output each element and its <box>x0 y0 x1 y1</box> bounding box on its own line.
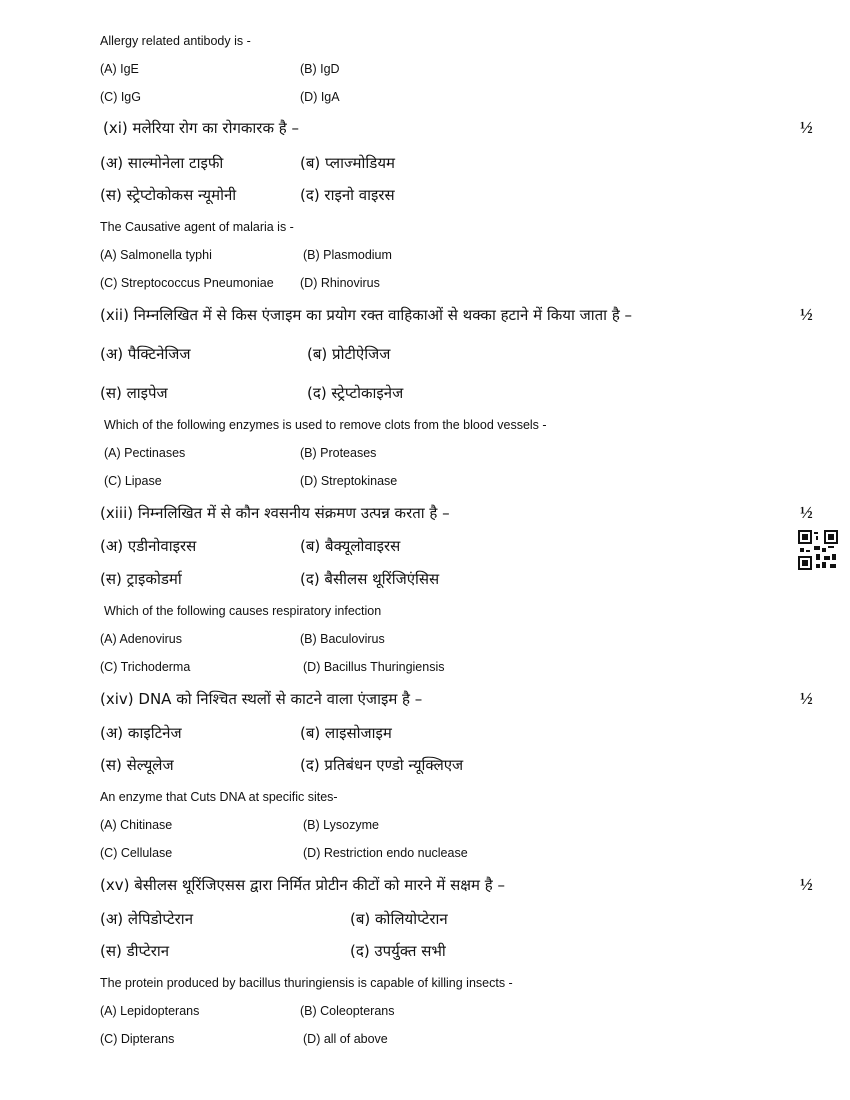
qr-code-icon <box>798 530 838 570</box>
q10-option-b: (B) IgD <box>300 62 340 76</box>
q15-hindi-option-c: (स) डीप्टेरान <box>100 942 170 960</box>
q13-option-b: (B) Baculovirus <box>300 632 385 646</box>
q14-english-question: An enzyme that Cuts DNA at specific sites- <box>100 790 338 804</box>
q14-option-a: (A) Chitinase <box>100 818 173 832</box>
q14-hindi-option-b: (ब) लाइसोजाइम <box>300 724 392 742</box>
q15-option-d: (D) all of above <box>303 1032 388 1046</box>
q15-option-b: (B) Coleopterans <box>300 1004 395 1018</box>
q11-option-a: (A) Salmonella typhi <box>100 248 212 262</box>
q13-hindi-option-b: (ब) बैक्यूलोवाइरस <box>300 537 401 555</box>
q12-option-d: (D) Streptokinase <box>300 474 398 488</box>
q15-hindi-option-b: (ब) कोलियोप्टेरान <box>350 910 448 928</box>
q13-hindi-option-c: (स) ट्राइकोडर्मा <box>100 570 182 588</box>
q13-hindi-option-d: (द) बैसीलस थूरिंजिएंसिस <box>300 570 440 588</box>
q14-hindi-option-d: (द) प्रतिबंधन एण्डो न्यूक्लिएज <box>300 756 464 774</box>
q11-option-d: (D) Rhinovirus <box>300 276 380 290</box>
q12-hindi-option-d: (द) स्ट्रेप्टोकाइनेज <box>307 384 404 402</box>
q13-option-d: (D) Bacillus Thuringiensis <box>303 660 445 674</box>
q14-option-c: (C) Cellulase <box>100 846 173 860</box>
q15-marks: ½ <box>800 875 813 894</box>
q11-marks: ½ <box>800 118 813 137</box>
q11-hindi-option-d: (द) राइनो वाइरस <box>300 186 395 204</box>
q10-option-d: (D) IgA <box>300 90 340 104</box>
q14-option-d: (D) Restriction endo nuclease <box>303 846 468 860</box>
q15-option-a: (A) Lepidopterans <box>100 1004 200 1018</box>
q14-option-b: (B) Lysozyme <box>303 818 379 832</box>
q12-english-question: Which of the following enzymes is used to remove clots from the blood vessels - <box>104 418 547 432</box>
q11-hindi-option-a: (अ) साल्मोनेला टाइफी <box>100 154 224 172</box>
q12-option-b: (B) Proteases <box>300 446 377 460</box>
q10-option-c: (C) IgG <box>100 90 141 104</box>
q11-hindi-option-c: (स) स्ट्रेप्टोकोकस न्यूमोनी <box>100 186 237 204</box>
q13-hindi-option-a: (अ) एडीनोवाइरस <box>100 537 197 555</box>
q12-hindi-question: (xii) निम्नलिखित में से किस एंजाइम का प्रयोग रक्त वाहिकाओं से थक्का हटाने में किया जाता है – <box>100 306 633 324</box>
q12-hindi-option-c: (स) लाइपेज <box>100 384 168 402</box>
q13-hindi-question: (xiii) निम्नलिखित में से कौन श्वसनीय संक्रमण उत्पन्न करता है – <box>100 504 450 522</box>
q15-option-c: (C) Dipterans <box>100 1032 175 1046</box>
q14-hindi-option-c: (स) सेल्यूलेज <box>100 756 174 774</box>
q11-hindi-question: (xi) मलेरिया रोग का रोगकारक है – <box>103 119 299 137</box>
q14-marks: ½ <box>800 689 813 708</box>
q11-hindi-option-b: (ब) प्लाज्मोडियम <box>300 154 395 172</box>
q11-option-c: (C) Streptococcus Pneumoniae <box>100 276 274 290</box>
q13-option-c: (C) Trichoderma <box>100 660 191 674</box>
q10-english-question: Allergy related antibody is - <box>100 34 251 48</box>
q14-hindi-question: (xiv) DNA को निश्चित स्थलों से काटने वाला एंजाइम है – <box>100 690 423 708</box>
q15-hindi-option-a: (अ) लेपिडोप्टेरान <box>100 910 194 928</box>
q12-option-c: (C) Lipase <box>104 474 162 488</box>
q12-hindi-option-a: (अ) पैक्टिनेजिज <box>100 345 191 363</box>
q11-english-question: The Causative agent of malaria is - <box>100 220 294 234</box>
q13-option-a: (A) Adenovirus <box>100 632 182 646</box>
q13-marks: ½ <box>800 503 813 522</box>
q12-marks: ½ <box>800 305 813 324</box>
q12-option-a: (A) Pectinases <box>104 446 186 460</box>
q14-hindi-option-a: (अ) काइटिनेज <box>100 724 182 742</box>
q10-option-a: (A) IgE <box>100 62 139 76</box>
q15-hindi-option-d: (द) उपर्युक्त सभी <box>350 942 446 960</box>
q13-english-question: Which of the following causes respiratory infection <box>104 604 382 618</box>
q12-hindi-option-b: (ब) प्रोटीऐजिज <box>307 345 391 363</box>
q11-option-b: (B) Plasmodium <box>303 248 392 262</box>
q15-english-question: The protein produced by bacillus thuringiensis is capable of killing insects - <box>100 976 513 990</box>
q15-hindi-question: (xv) बेसीलस थूरिंजिएसस द्वारा निर्मित प्रोटीन कीटों को मारने में सक्षम है – <box>100 876 505 894</box>
